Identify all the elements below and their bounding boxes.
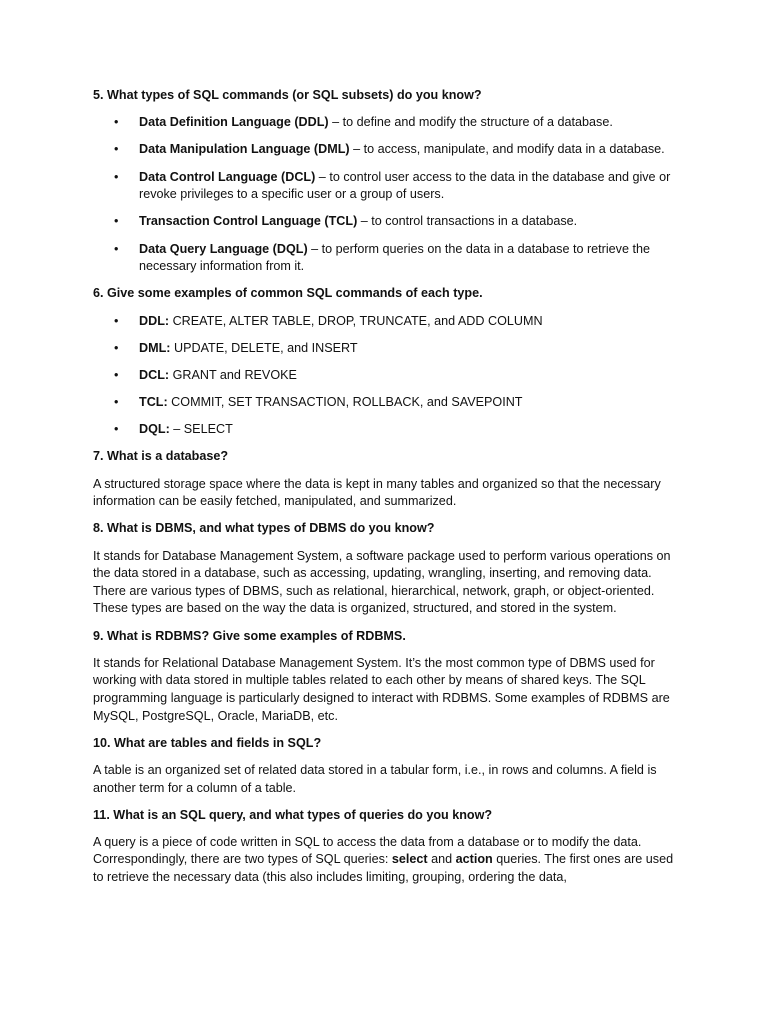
- list-item: [93, 141, 678, 159]
- bullet-icon: •: [114, 340, 119, 355]
- bullet-icon: •: [114, 395, 119, 410]
- list-item-text: COMMIT, SET TRANSACTION, ROLLBACK, and SAVEPOINT: [167, 395, 523, 410]
- list-item-term: DML:: [139, 340, 171, 355]
- sql-commands-list: [93, 313, 678, 439]
- answer-11-text: and: [427, 852, 456, 867]
- question-7-heading: 7. What is a database?: [93, 449, 229, 464]
- answer-9-paragraph: It stands for Relational Database Management System. It’s the most common type of DBMS used for working with data stored in multiple tables related to each other by means of shared keys. The SQL programming language is particularly designed to interact with RDBMS. Some examples of RDBMS are MySQL, PostgreSQL, Oracle, MariaDB, etc.: [93, 655, 670, 723]
- list-item: [93, 367, 678, 385]
- list-item-text: – to control user access to the data in the database and give or revoke privileges to a specific user or a group of users.: [139, 169, 671, 202]
- list-item-text: CREATE, ALTER TABLE, DROP, TRUNCATE, and ADD COLUMN: [169, 313, 543, 328]
- question-9-heading: 9. What is RDBMS? Give some examples of RDBMS.: [93, 628, 406, 643]
- action-term: action: [455, 852, 493, 867]
- bullet-icon: •: [114, 367, 119, 382]
- answer-8-paragraph: It stands for Database Management System, a software package used to perform various operations on the data stored in a database, such as accessing, updating, wrangling, inserting, and removing data. There are various types of DBMS, such as relational, hierarchical, network, graph, or object-oriented. These types are based on the way the data is organized, structured, and stored in the system.: [93, 548, 671, 616]
- list-item-text: – to define and modify the structure of a database.: [328, 115, 613, 130]
- list-item-term: DQL:: [139, 422, 170, 437]
- list-item: [93, 394, 678, 412]
- list-item-term: Data Manipulation Language (DML): [139, 142, 350, 157]
- list-item: [93, 241, 678, 276]
- list-item-term: Data Query Language (DQL): [139, 241, 308, 256]
- question-8-heading: 8. What is DBMS, and what types of DBMS do you know?: [93, 521, 435, 536]
- list-item-text: – to access, manipulate, and modify data in a database.: [349, 142, 665, 157]
- list-item: [93, 421, 678, 439]
- question-11-heading: 11. What is an SQL query, and what types of queries do you know?: [93, 807, 493, 822]
- question-10-heading: 10. What are tables and fields in SQL?: [93, 735, 322, 750]
- list-item-text: – SELECT: [169, 422, 233, 437]
- question-5-heading: 5. What types of SQL commands (or SQL subsets) do you know?: [93, 88, 482, 102]
- list-item-text: GRANT and REVOKE: [169, 367, 297, 382]
- list-item-term: Data Definition Language (DDL): [139, 115, 329, 130]
- bullet-icon: •: [114, 214, 119, 229]
- list-item-text: – to control transactions in a database.: [357, 214, 578, 229]
- bullet-icon: •: [114, 142, 119, 157]
- document-content: [93, 87, 678, 896]
- list-item-text: UPDATE, DELETE, and INSERT: [170, 340, 358, 355]
- list-item-term: Transaction Control Language (TCL): [139, 214, 358, 229]
- bullet-icon: •: [114, 422, 119, 437]
- bullet-icon: •: [114, 313, 119, 328]
- list-item: [93, 169, 678, 204]
- bullet-icon: •: [114, 115, 119, 130]
- list-item-term: TCL:: [139, 395, 168, 410]
- bullet-icon: •: [114, 169, 119, 184]
- list-item-term: Data Control Language (DCL): [139, 169, 316, 184]
- answer-11-paragraph: [93, 834, 678, 887]
- list-item: [93, 114, 678, 132]
- answer-11-text: A query is a piece of code written in SQL to access the data from a database or to modify the data. Correspondingly, there are two types of SQL queries:: [93, 834, 642, 867]
- question-6-heading: 6. Give some examples of common SQL commands of each type.: [93, 286, 483, 301]
- answer-11-text: queries. The first ones are used to retrieve the necessary data (this also includes limiting, grouping, ordering the data,: [93, 852, 674, 885]
- list-item-text: – to perform queries on the data in a database to retrieve the necessary information from it.: [139, 241, 650, 274]
- answer-10-paragraph: A table is an organized set of related data stored in a tabular form, i.e., in rows and columns. A field is another term for a column of a table.: [93, 762, 657, 795]
- list-item: [93, 340, 678, 358]
- bullet-icon: •: [114, 241, 119, 256]
- list-item: [93, 313, 678, 331]
- select-term: select: [391, 852, 428, 867]
- sql-subsets-list: [93, 114, 678, 276]
- list-item-term: DDL:: [139, 313, 170, 328]
- list-item: [93, 213, 678, 231]
- list-item-term: DCL:: [139, 367, 170, 382]
- answer-7-paragraph: A structured storage space where the data is kept in many tables and organized so that the necessary information can be easily fetched, manipulated, and summarized.: [93, 476, 661, 509]
